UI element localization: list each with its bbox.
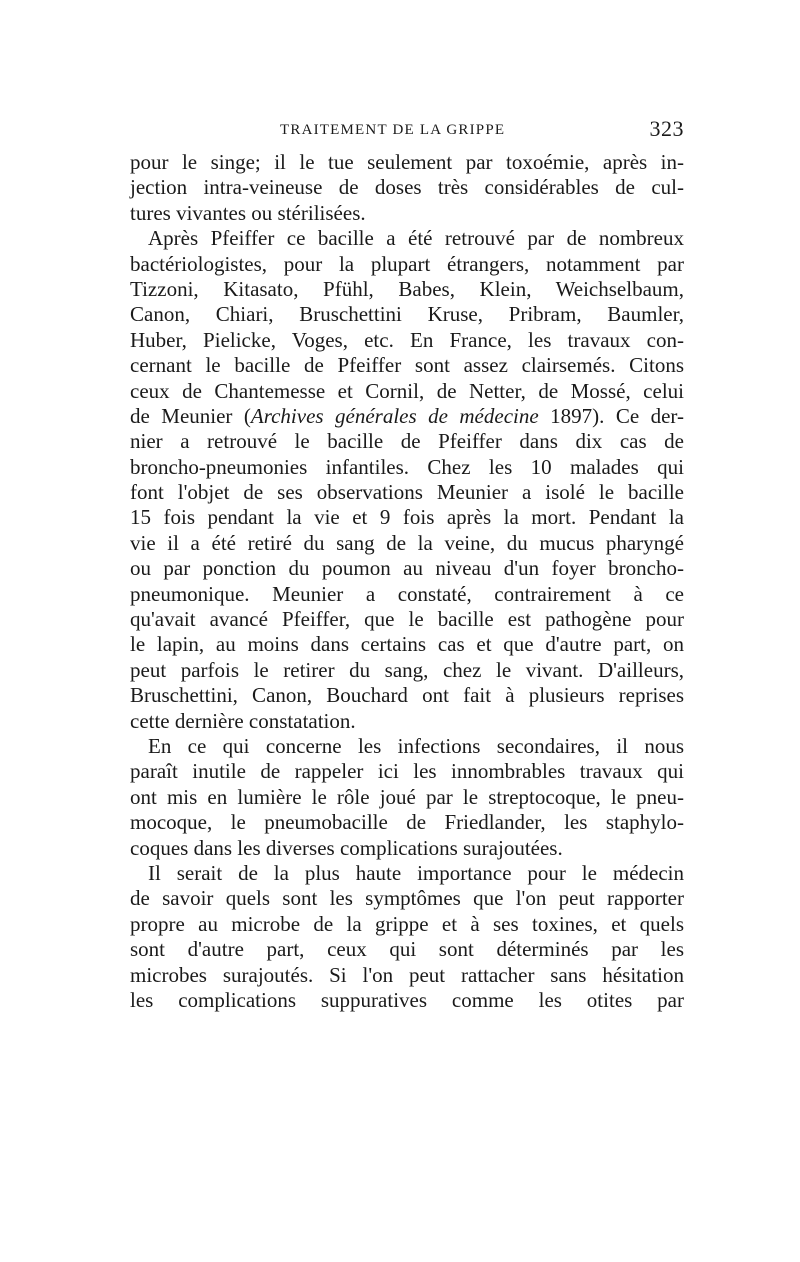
text-line: propre au microbe de la grippe et à ses toxines, et quels bbox=[130, 911, 684, 936]
text-line: font l'objet de ses observations Meunier a isolé le bacille bbox=[130, 480, 684, 505]
text-line: peut parfois le retirer du sang, chez le vivant. D'ailleurs, bbox=[130, 657, 684, 682]
paragraph-p2 bbox=[130, 226, 684, 734]
text-line: coques dans les diverses complications surajoutées. bbox=[130, 835, 563, 860]
text-line: ou par ponction du poumon au niveau d'un foyer broncho- bbox=[130, 556, 684, 581]
text-line: ceux de Chantemesse et Cornil, de Netter, de Mossé, celui bbox=[130, 378, 684, 403]
body-text bbox=[130, 150, 684, 1013]
text-line: sont d'autre part, ceux qui sont déterminés par les bbox=[130, 937, 684, 962]
text-line: mocoque, le pneumobacille de Friedlander, les staphylo- bbox=[130, 810, 684, 835]
text-line: vie il a été retiré du sang de la veine, du mucus pharyngé bbox=[130, 530, 684, 555]
text-line: broncho-pneumonies infantiles. Chez les 10 malades qui bbox=[130, 454, 684, 479]
text-line: cernant le bacille de Pfeiffer sont assez clairsemés. Citons bbox=[130, 353, 684, 378]
text-line: Canon, Chiari, Bruschettini Kruse, Pribram, Baumler, bbox=[130, 302, 684, 327]
text-line: Il serait de la plus haute importance pour le médecin bbox=[148, 860, 684, 885]
text-line: qu'avait avancé Pfeiffer, que le bacille est pathogène pour bbox=[130, 607, 684, 632]
text-line: de savoir quels sont les symptômes que l'on peut rapporter bbox=[130, 886, 684, 911]
journal-title: Archives générales de médecine bbox=[250, 403, 539, 428]
text-line: Huber, Pielicke, Voges, etc. En France, les travaux con- bbox=[130, 327, 684, 352]
paragraph-p4 bbox=[130, 861, 684, 1013]
running-title: TRAITEMENT DE LA GRIPPE bbox=[280, 122, 506, 138]
text-line: pour le singe; il le tue seulement par toxoémie, après in- bbox=[130, 150, 684, 174]
text-line: bactériologistes, pour la plupart étrangers, notamment par bbox=[130, 251, 684, 276]
paragraph-p3 bbox=[130, 734, 684, 861]
paragraph-p1 bbox=[130, 150, 684, 226]
page-number: 323 bbox=[649, 116, 684, 141]
text-line: Tizzoni, Kitasato, Pfühl, Babes, Klein, Weichselbaum, bbox=[130, 276, 684, 301]
text-line: 15 fois pendant la vie et 9 fois après la mort. Pendant la bbox=[130, 505, 684, 530]
text-line: En ce qui concerne les infections secondaires, il nous bbox=[148, 733, 684, 758]
text-line: cette dernière constatation. bbox=[130, 708, 356, 733]
text-line: le lapin, au moins dans certains cas et que d'autre part, on bbox=[130, 632, 684, 657]
text-line: ont mis en lumière le rôle joué par le streptocoque, le pneu- bbox=[130, 784, 684, 809]
text-line bbox=[130, 404, 684, 429]
running-head bbox=[130, 116, 684, 142]
text-line: Bruschettini, Canon, Bouchard ont fait à plusieurs reprises bbox=[130, 683, 684, 708]
text-line: microbes surajoutés. Si l'on peut rattacher sans hésitation bbox=[130, 962, 684, 987]
text-segment: de Meunier ( bbox=[130, 403, 251, 428]
text-line: Après Pfeiffer ce bacille a été retrouvé par de nombreux bbox=[148, 226, 684, 251]
text-segment: 1897). Ce der- bbox=[538, 403, 684, 428]
text-line: nier a retrouvé le bacille de Pfeiffer dans dix cas de bbox=[130, 429, 684, 454]
text-line: pneumonique. Meunier a constaté, contrairement à ce bbox=[130, 581, 684, 606]
text-line: jection intra-veineuse de doses très considérables de cul- bbox=[130, 175, 684, 200]
text-line: paraît inutile de rappeler ici les innombrables travaux qui bbox=[130, 759, 684, 784]
text-line: tures vivantes ou stérilisées. bbox=[130, 200, 366, 225]
text-line: les complications suppuratives comme les otites par bbox=[130, 987, 684, 1012]
